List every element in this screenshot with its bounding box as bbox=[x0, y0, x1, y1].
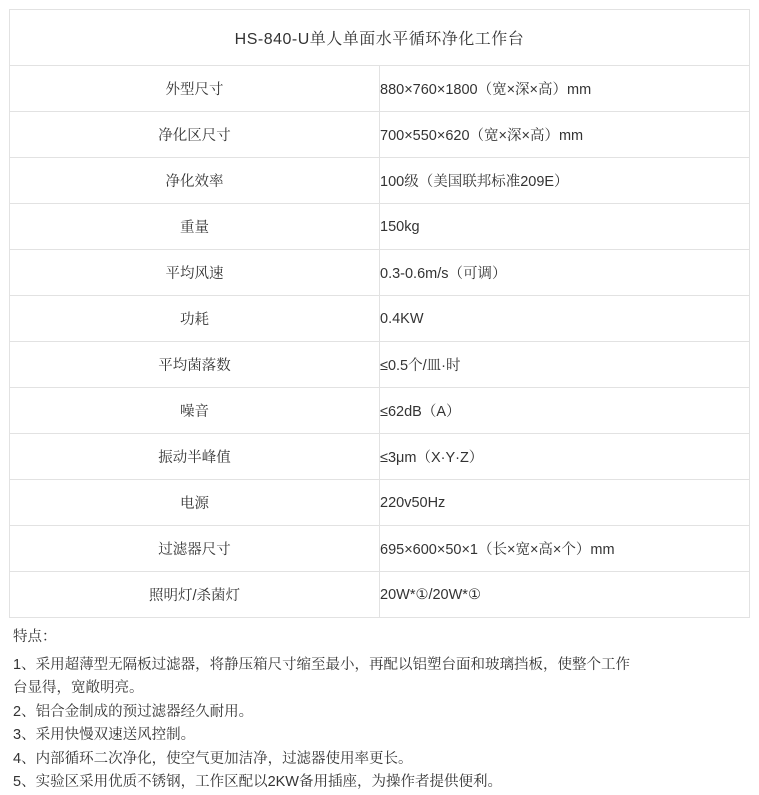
spec-label: 平均菌落数 bbox=[10, 342, 380, 388]
spec-value: ≤62dB（A） bbox=[380, 388, 750, 434]
feature-line: 台显得，宽敞明亮。 bbox=[13, 680, 144, 697]
spec-value: 100级（美国联邦标准209E） bbox=[380, 158, 750, 204]
table-row bbox=[10, 434, 750, 480]
table-row bbox=[10, 388, 750, 434]
spec-value: 20W*①/20W*① bbox=[380, 572, 750, 618]
feature-line: 5、实验区采用优质不锈钢，工作区配以2KW备用插座，为操作者提供便利。 bbox=[13, 774, 502, 791]
spec-value: 695×600×50×1（长×宽×高×个）mm bbox=[380, 526, 750, 572]
spec-value: 0.3-0.6m/s（可调） bbox=[380, 250, 750, 296]
spec-label: 功耗 bbox=[10, 296, 380, 342]
spec-value: 150kg bbox=[380, 204, 750, 250]
spec-label: 照明灯/杀菌灯 bbox=[10, 572, 380, 618]
table-title-row bbox=[10, 10, 750, 66]
feature-line: 1、采用超薄型无隔板过滤器，将静压箱尺寸缩至最小，再配以铝塑台面和玻璃挡板，使整个工作 bbox=[13, 656, 631, 673]
spec-label: 重量 bbox=[10, 204, 380, 250]
table-row bbox=[10, 296, 750, 342]
spec-value: 220v50Hz bbox=[380, 480, 750, 526]
table-row bbox=[10, 204, 750, 250]
feature-line: 2、铝合金制成的预过滤器经久耐用。 bbox=[13, 703, 254, 720]
features-section bbox=[9, 618, 750, 795]
table-row bbox=[10, 480, 750, 526]
spec-value: 700×550×620（宽×深×高）mm bbox=[380, 112, 750, 158]
spec-value: 0.4KW bbox=[380, 296, 750, 342]
spec-sheet-page bbox=[0, 9, 759, 791]
spec-label: 净化效率 bbox=[10, 158, 380, 204]
table-row bbox=[10, 66, 750, 112]
spec-value: ≤3μm（X·Y·Z） bbox=[380, 434, 750, 480]
spec-label: 外型尺寸 bbox=[10, 66, 380, 112]
spec-label: 平均风速 bbox=[10, 250, 380, 296]
specification-table bbox=[9, 9, 750, 618]
spec-label: 过滤器尺寸 bbox=[10, 526, 380, 572]
feature-line: 4、内部循环二次净化，使空气更加洁净，过滤器使用率更长。 bbox=[13, 750, 413, 767]
table-row bbox=[10, 250, 750, 296]
spec-label: 电源 bbox=[10, 480, 380, 526]
table-row bbox=[10, 112, 750, 158]
features-heading: 特点： bbox=[13, 629, 57, 645]
spec-label: 净化区尺寸 bbox=[10, 112, 380, 158]
feature-line: 3、采用快慢双速送风控制。 bbox=[13, 727, 196, 744]
spec-label: 噪音 bbox=[10, 388, 380, 434]
table-body bbox=[10, 10, 750, 618]
product-title: HS-840-U单人单面水平循环净化工作台 bbox=[10, 10, 750, 66]
spec-label: 振动半峰值 bbox=[10, 434, 380, 480]
table-row bbox=[10, 572, 750, 618]
table-row bbox=[10, 342, 750, 388]
spec-value: ≤0.5个/皿·时 bbox=[380, 342, 750, 388]
table-row bbox=[10, 526, 750, 572]
table-row bbox=[10, 158, 750, 204]
spec-value: 880×760×1800（宽×深×高）mm bbox=[380, 66, 750, 112]
